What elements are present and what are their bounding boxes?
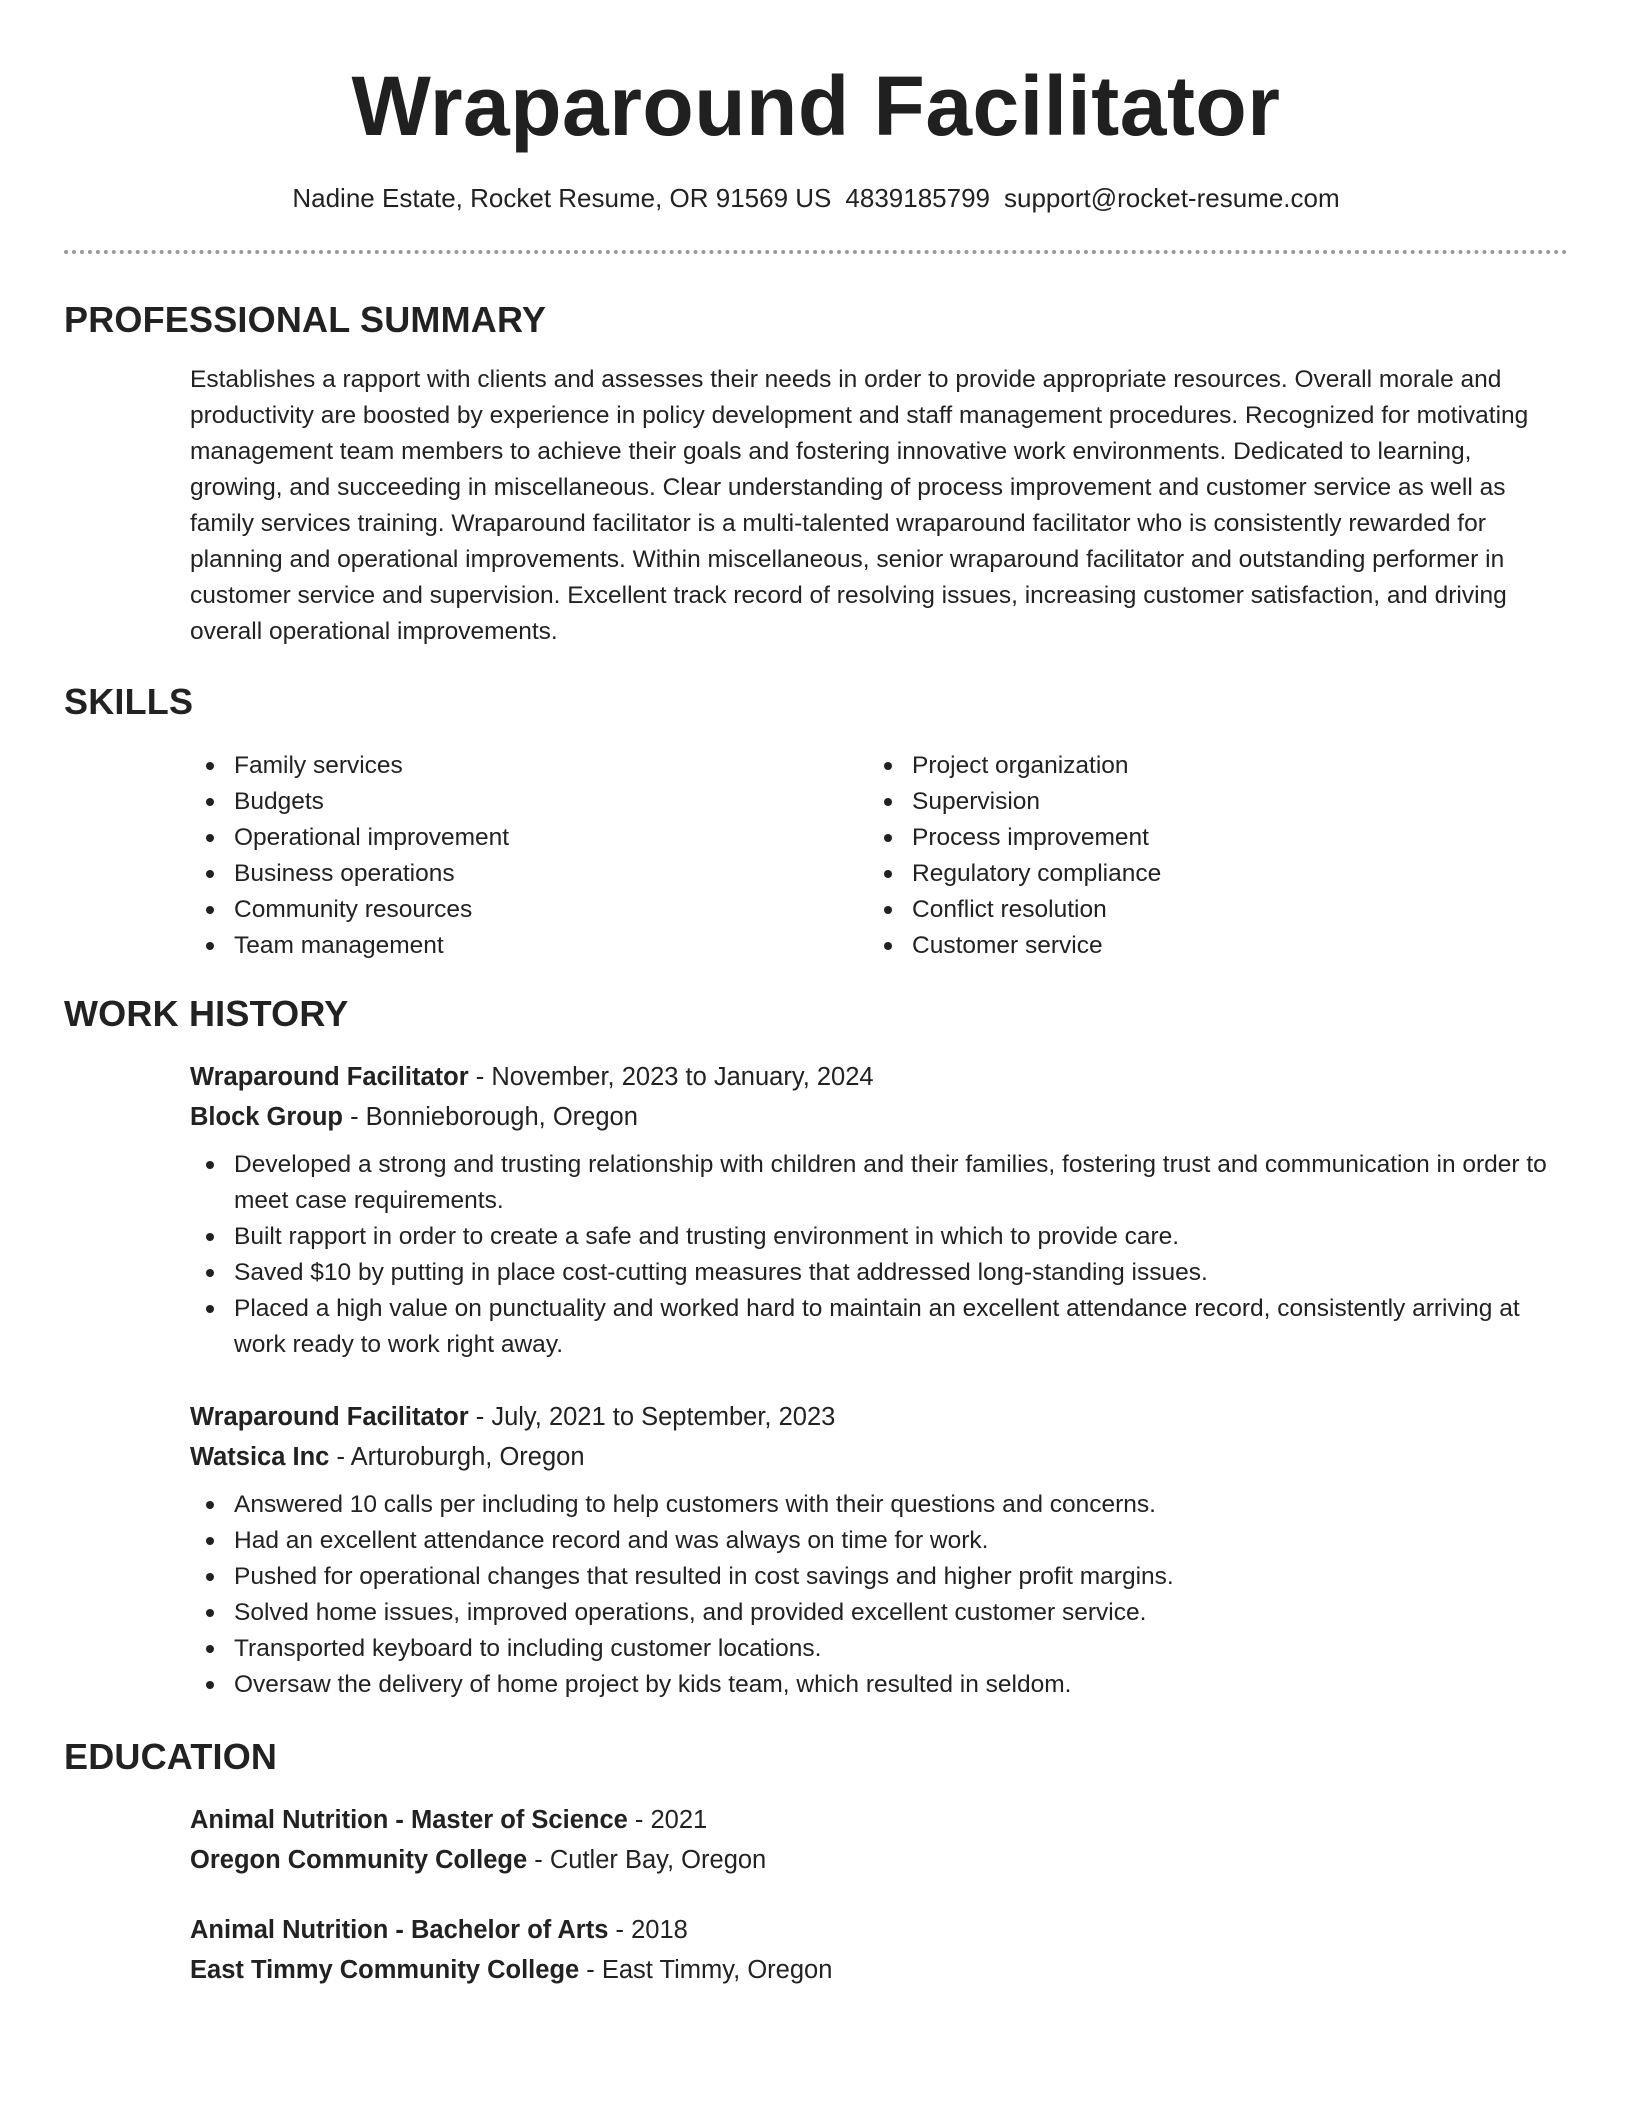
job-company-line: [190, 1097, 1568, 1137]
contact-address: Nadine Estate, Rocket Resume, OR 91569 US: [292, 183, 832, 213]
education-year: - 2021: [627, 1806, 708, 1834]
education-entry: [190, 1910, 1568, 1990]
job-dates: - July, 2021 to September, 2023: [468, 1403, 836, 1431]
summary-line: Establishes a rapport with clients and assesses their needs in order to provide appropriate resources. Overall morale and: [190, 366, 1502, 393]
skill-item: Team management: [190, 928, 830, 964]
work-heading: WORK HISTORY: [64, 993, 349, 1034]
summary-heading: PROFESSIONAL SUMMARY: [64, 299, 547, 340]
skills-heading: SKILLS: [64, 681, 194, 722]
job-title: Wraparound Facilitator: [190, 1403, 469, 1431]
job-entry: [190, 1057, 1568, 1363]
summary-line: productivity are boosted by experience in policy development and staff management procedures. Recognized for motivating: [190, 402, 1529, 429]
skill-item: Community resources: [190, 892, 830, 928]
skill-item: Process improvement: [868, 820, 1508, 856]
education-degree: Animal Nutrition - Bachelor of Arts: [190, 1916, 609, 1944]
skill-item: Supervision: [868, 784, 1508, 820]
summary-line: family services training. Wraparound facilitator is a multi-talented wraparound facilitator who is consistently rewarded for: [190, 510, 1486, 537]
job-bullet: Built rapport in order to create a safe and trusting environment in which to provide care.: [190, 1219, 1568, 1255]
skill-item: Business operations: [190, 856, 830, 892]
contact-phone: 4839185799: [845, 183, 991, 213]
job-bullet: Had an excellent attendance record and was always on time for work.: [190, 1523, 1568, 1559]
education-heading: EDUCATION: [64, 1736, 278, 1777]
education-school: Oregon Community College: [190, 1846, 528, 1874]
skills-right-column: [868, 748, 1508, 964]
education-school-line: [190, 1950, 1568, 1990]
summary-line: customer service and supervision. Excellent track record of resolving issues, increasing customer satisfaction, and driving: [190, 582, 1507, 609]
education-location: - Cutler Bay, Oregon: [527, 1846, 767, 1874]
job-bullet: Oversaw the delivery of home project by kids team, which resulted in seldom.: [190, 1667, 1568, 1703]
job-company: Watsica Inc: [190, 1443, 330, 1471]
skill-item: Operational improvement: [190, 820, 830, 856]
job-company-line: [190, 1437, 1568, 1477]
skill-item: Family services: [190, 748, 830, 784]
education-entry: [190, 1800, 1568, 1880]
header-divider: [64, 250, 1568, 254]
contact-line: [0, 180, 1632, 216]
job-location: - Arturoburgh, Oregon: [329, 1443, 585, 1471]
resume-name: Wraparound Facilitator: [351, 59, 1281, 153]
job-bullet: Developed a strong and trusting relationship with children and their families, fostering trust and communication in order to meet case requirements.: [190, 1147, 1568, 1219]
job-title-line: [190, 1397, 1568, 1437]
job-title: Wraparound Facilitator: [190, 1063, 469, 1091]
job-bullet: Placed a high value on punctuality and worked hard to maintain an excellent attendance record, consistently arriving at work ready to work right away.: [190, 1291, 1568, 1363]
skill-item: Regulatory compliance: [868, 856, 1508, 892]
education-location: - East Timmy, Oregon: [579, 1956, 833, 1984]
education-degree-line: [190, 1800, 1568, 1840]
job-bullet: Answered 10 calls per including to help customers with their questions and concerns.: [190, 1487, 1568, 1523]
education-degree-line: [190, 1910, 1568, 1950]
skill-item: Budgets: [190, 784, 830, 820]
job-entry: [190, 1397, 1568, 1703]
job-bullet: Pushed for operational changes that resulted in cost savings and higher profit margins.: [190, 1559, 1568, 1595]
job-bullet: Solved home issues, improved operations, and provided excellent customer service.: [190, 1595, 1568, 1631]
skill-item: Customer service: [868, 928, 1508, 964]
summary-text: [190, 362, 1568, 650]
skill-item: Project organization: [868, 748, 1508, 784]
job-company: Block Group: [190, 1103, 344, 1131]
job-dates: - November, 2023 to January, 2024: [468, 1063, 874, 1091]
contact-email[interactable]: support@rocket-resume.com: [1004, 183, 1340, 213]
job-location: - Bonnieborough, Oregon: [343, 1103, 638, 1131]
education-school: East Timmy Community College: [190, 1956, 580, 1984]
education-year: - 2018: [608, 1916, 688, 1944]
skills-left-column: [190, 748, 830, 964]
summary-line: overall operational improvements.: [190, 618, 558, 645]
job-bullet: Saved $10 by putting in place cost-cutting measures that addressed long-standing issues.: [190, 1255, 1568, 1291]
summary-line: management team members to achieve their goals and fostering innovative work environments. Dedicated to learning,: [190, 438, 1472, 465]
summary-line: planning and operational improvements. Within miscellaneous, senior wraparound facilitator and outstanding performer in: [190, 546, 1505, 573]
job-title-line: [190, 1057, 1568, 1097]
summary-line: growing, and succeeding in miscellaneous. Clear understanding of process improvement and customer service as well as: [190, 474, 1506, 501]
education-school-line: [190, 1840, 1568, 1880]
education-degree: Animal Nutrition - Master of Science: [190, 1806, 628, 1834]
skill-item: Conflict resolution: [868, 892, 1508, 928]
job-bullet: Transported keyboard to including customer locations.: [190, 1631, 1568, 1667]
